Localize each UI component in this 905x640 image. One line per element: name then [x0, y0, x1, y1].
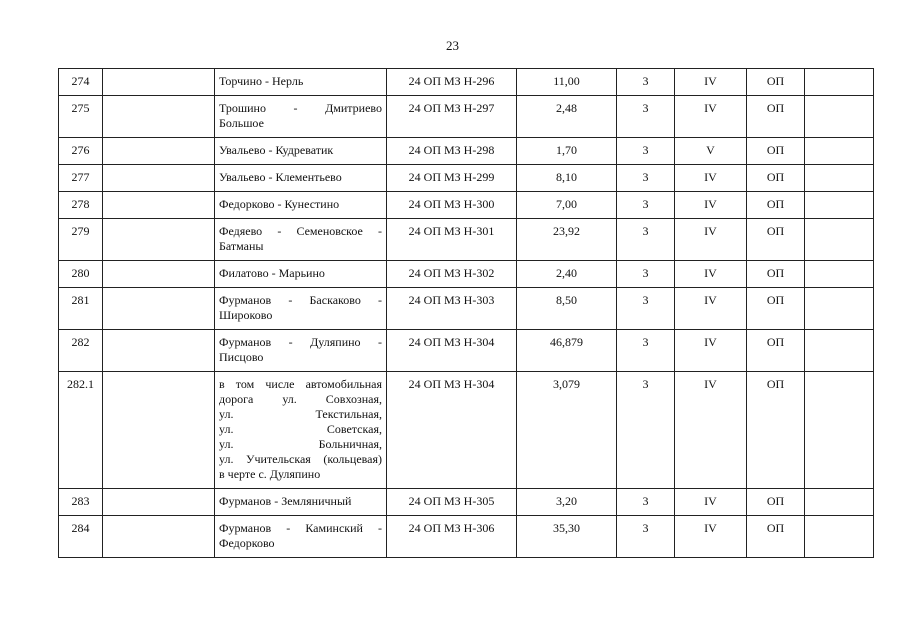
road-name-line: Писцово — [219, 350, 264, 364]
significance-cell: ОП — [747, 516, 805, 558]
table-row — [59, 192, 874, 219]
row-number-cell: 280 — [59, 261, 103, 288]
empty-cell — [805, 489, 874, 516]
road-code-cell: 24 ОП МЗ Н-305 — [387, 489, 517, 516]
road-name-line: Федорково — [219, 536, 275, 550]
road-code-cell: 24 ОП МЗ Н-304 — [387, 372, 517, 489]
road-name-line: ул. Советская, — [219, 422, 382, 436]
significance-cell: ОП — [747, 372, 805, 489]
empty-cell — [805, 219, 874, 261]
category-cell: 3 — [617, 165, 675, 192]
category-cell: 3 — [617, 69, 675, 96]
empty-cell — [103, 516, 215, 558]
road-code-cell: 24 ОП МЗ Н-304 — [387, 330, 517, 372]
empty-cell — [103, 69, 215, 96]
road-name-line: ул. Больничная, — [219, 437, 382, 451]
tech-class-cell: IV — [675, 219, 747, 261]
tech-class-cell: IV — [675, 96, 747, 138]
page-number: 23 — [446, 38, 459, 53]
road-name-line: Фурманов - Баскаково - — [219, 293, 382, 307]
empty-cell — [103, 288, 215, 330]
road-name-line: Федяево - Семеновское - — [219, 224, 382, 238]
category-cell: 3 — [617, 96, 675, 138]
category-cell: 3 — [617, 138, 675, 165]
row-number-cell: 275 — [59, 96, 103, 138]
road-name-line: Торчино - Нерль — [219, 74, 304, 88]
significance-cell: ОП — [747, 96, 805, 138]
row-number-cell: 281 — [59, 288, 103, 330]
table-row — [59, 516, 874, 558]
row-number-cell: 278 — [59, 192, 103, 219]
road-length-cell: 2,48 — [517, 96, 617, 138]
road-length-cell: 11,00 — [517, 69, 617, 96]
road-name-cell — [215, 96, 387, 138]
table-row — [59, 489, 874, 516]
road-length-cell: 8,10 — [517, 165, 617, 192]
significance-cell: ОП — [747, 69, 805, 96]
empty-cell — [805, 96, 874, 138]
road-length-cell: 23,92 — [517, 219, 617, 261]
road-name-line: Большое — [219, 116, 264, 130]
tech-class-cell: IV — [675, 288, 747, 330]
row-number-cell: 282 — [59, 330, 103, 372]
road-name-line: дорога ул. Совхозная, — [219, 392, 382, 406]
table-row — [59, 138, 874, 165]
row-number-cell: 284 — [59, 516, 103, 558]
empty-cell — [103, 219, 215, 261]
road-name-cell — [215, 489, 387, 516]
table-row — [59, 219, 874, 261]
row-number-cell: 274 — [59, 69, 103, 96]
tech-class-cell: IV — [675, 69, 747, 96]
road-name-cell — [215, 165, 387, 192]
category-cell: 3 — [617, 261, 675, 288]
significance-cell: ОП — [747, 288, 805, 330]
road-name-line: Фурманов - Земляничный — [219, 494, 352, 508]
category-cell: 3 — [617, 489, 675, 516]
road-name-cell — [215, 219, 387, 261]
empty-cell — [103, 192, 215, 219]
row-number-cell: 282.1 — [59, 372, 103, 489]
table-row — [59, 261, 874, 288]
empty-cell — [805, 288, 874, 330]
empty-cell — [103, 330, 215, 372]
significance-cell: ОП — [747, 165, 805, 192]
road-length-cell: 8,50 — [517, 288, 617, 330]
tech-class-cell: IV — [675, 165, 747, 192]
table-body — [59, 69, 874, 558]
tech-class-cell: IV — [675, 261, 747, 288]
row-number-cell: 276 — [59, 138, 103, 165]
road-code-cell: 24 ОП МЗ Н-300 — [387, 192, 517, 219]
tech-class-cell: IV — [675, 192, 747, 219]
road-name-cell — [215, 516, 387, 558]
table-row — [59, 288, 874, 330]
significance-cell: ОП — [747, 261, 805, 288]
tech-class-cell: V — [675, 138, 747, 165]
road-length-cell: 46,879 — [517, 330, 617, 372]
road-code-cell: 24 ОП МЗ Н-303 — [387, 288, 517, 330]
road-code-cell: 24 ОП МЗ Н-296 — [387, 69, 517, 96]
category-cell: 3 — [617, 192, 675, 219]
road-name-line: Широково — [219, 308, 273, 322]
road-name-line: Фурманов - Дуляпино - — [219, 335, 382, 349]
road-name-cell — [215, 330, 387, 372]
road-name-line: Филатово - Марьино — [219, 266, 325, 280]
empty-cell — [103, 489, 215, 516]
category-cell: 3 — [617, 372, 675, 489]
tech-class-cell: IV — [675, 489, 747, 516]
road-name-line: в том числе автомобильная — [219, 377, 382, 391]
road-code-cell: 24 ОП МЗ Н-298 — [387, 138, 517, 165]
road-name-cell — [215, 192, 387, 219]
table-row — [59, 165, 874, 192]
road-name-line: Увальево - Клементьево — [219, 170, 342, 184]
category-cell: 3 — [617, 288, 675, 330]
empty-cell — [805, 261, 874, 288]
tech-class-cell: IV — [675, 330, 747, 372]
significance-cell: ОП — [747, 489, 805, 516]
road-length-cell: 3,20 — [517, 489, 617, 516]
row-number-cell: 283 — [59, 489, 103, 516]
road-name-line: Фурманов - Каминский - — [219, 521, 382, 535]
road-name-cell — [215, 138, 387, 165]
empty-cell — [103, 165, 215, 192]
road-length-cell: 1,70 — [517, 138, 617, 165]
empty-cell — [805, 69, 874, 96]
road-length-cell: 35,30 — [517, 516, 617, 558]
table-row — [59, 96, 874, 138]
empty-cell — [805, 372, 874, 489]
road-name-line: Трошино - Дмитриево — [219, 101, 382, 115]
table-row — [59, 69, 874, 96]
road-code-cell: 24 ОП МЗ Н-299 — [387, 165, 517, 192]
table-row — [59, 372, 874, 489]
road-length-cell: 3,079 — [517, 372, 617, 489]
road-name-cell — [215, 372, 387, 489]
road-name-cell — [215, 69, 387, 96]
road-code-cell: 24 ОП МЗ Н-306 — [387, 516, 517, 558]
road-name-cell — [215, 288, 387, 330]
empty-cell — [805, 330, 874, 372]
road-name-line: в черте с. Дуляпино — [219, 467, 321, 481]
road-name-line: ул. Учительская (кольцевая) — [219, 452, 382, 466]
table-row — [59, 330, 874, 372]
road-name-line: Батманы — [219, 239, 264, 253]
empty-cell — [103, 138, 215, 165]
road-code-cell: 24 ОП МЗ Н-302 — [387, 261, 517, 288]
empty-cell — [805, 192, 874, 219]
row-number-cell: 279 — [59, 219, 103, 261]
empty-cell — [805, 516, 874, 558]
tech-class-cell: IV — [675, 372, 747, 489]
empty-cell — [103, 261, 215, 288]
empty-cell — [103, 96, 215, 138]
significance-cell: ОП — [747, 138, 805, 165]
category-cell: 3 — [617, 330, 675, 372]
empty-cell — [103, 372, 215, 489]
road-length-cell: 2,40 — [517, 261, 617, 288]
road-length-cell: 7,00 — [517, 192, 617, 219]
empty-cell — [805, 138, 874, 165]
roads-table — [58, 68, 874, 558]
road-name-line: ул. Текстильная, — [219, 407, 382, 421]
empty-cell — [805, 165, 874, 192]
road-code-cell: 24 ОП МЗ Н-297 — [387, 96, 517, 138]
significance-cell: ОП — [747, 219, 805, 261]
road-name-line: Федорково - Кунестино — [219, 197, 340, 211]
road-name-line: Увальево - Кудреватик — [219, 143, 334, 157]
road-name-cell — [215, 261, 387, 288]
significance-cell: ОП — [747, 330, 805, 372]
significance-cell: ОП — [747, 192, 805, 219]
tech-class-cell: IV — [675, 516, 747, 558]
category-cell: 3 — [617, 516, 675, 558]
category-cell: 3 — [617, 219, 675, 261]
row-number-cell: 277 — [59, 165, 103, 192]
road-code-cell: 24 ОП МЗ Н-301 — [387, 219, 517, 261]
